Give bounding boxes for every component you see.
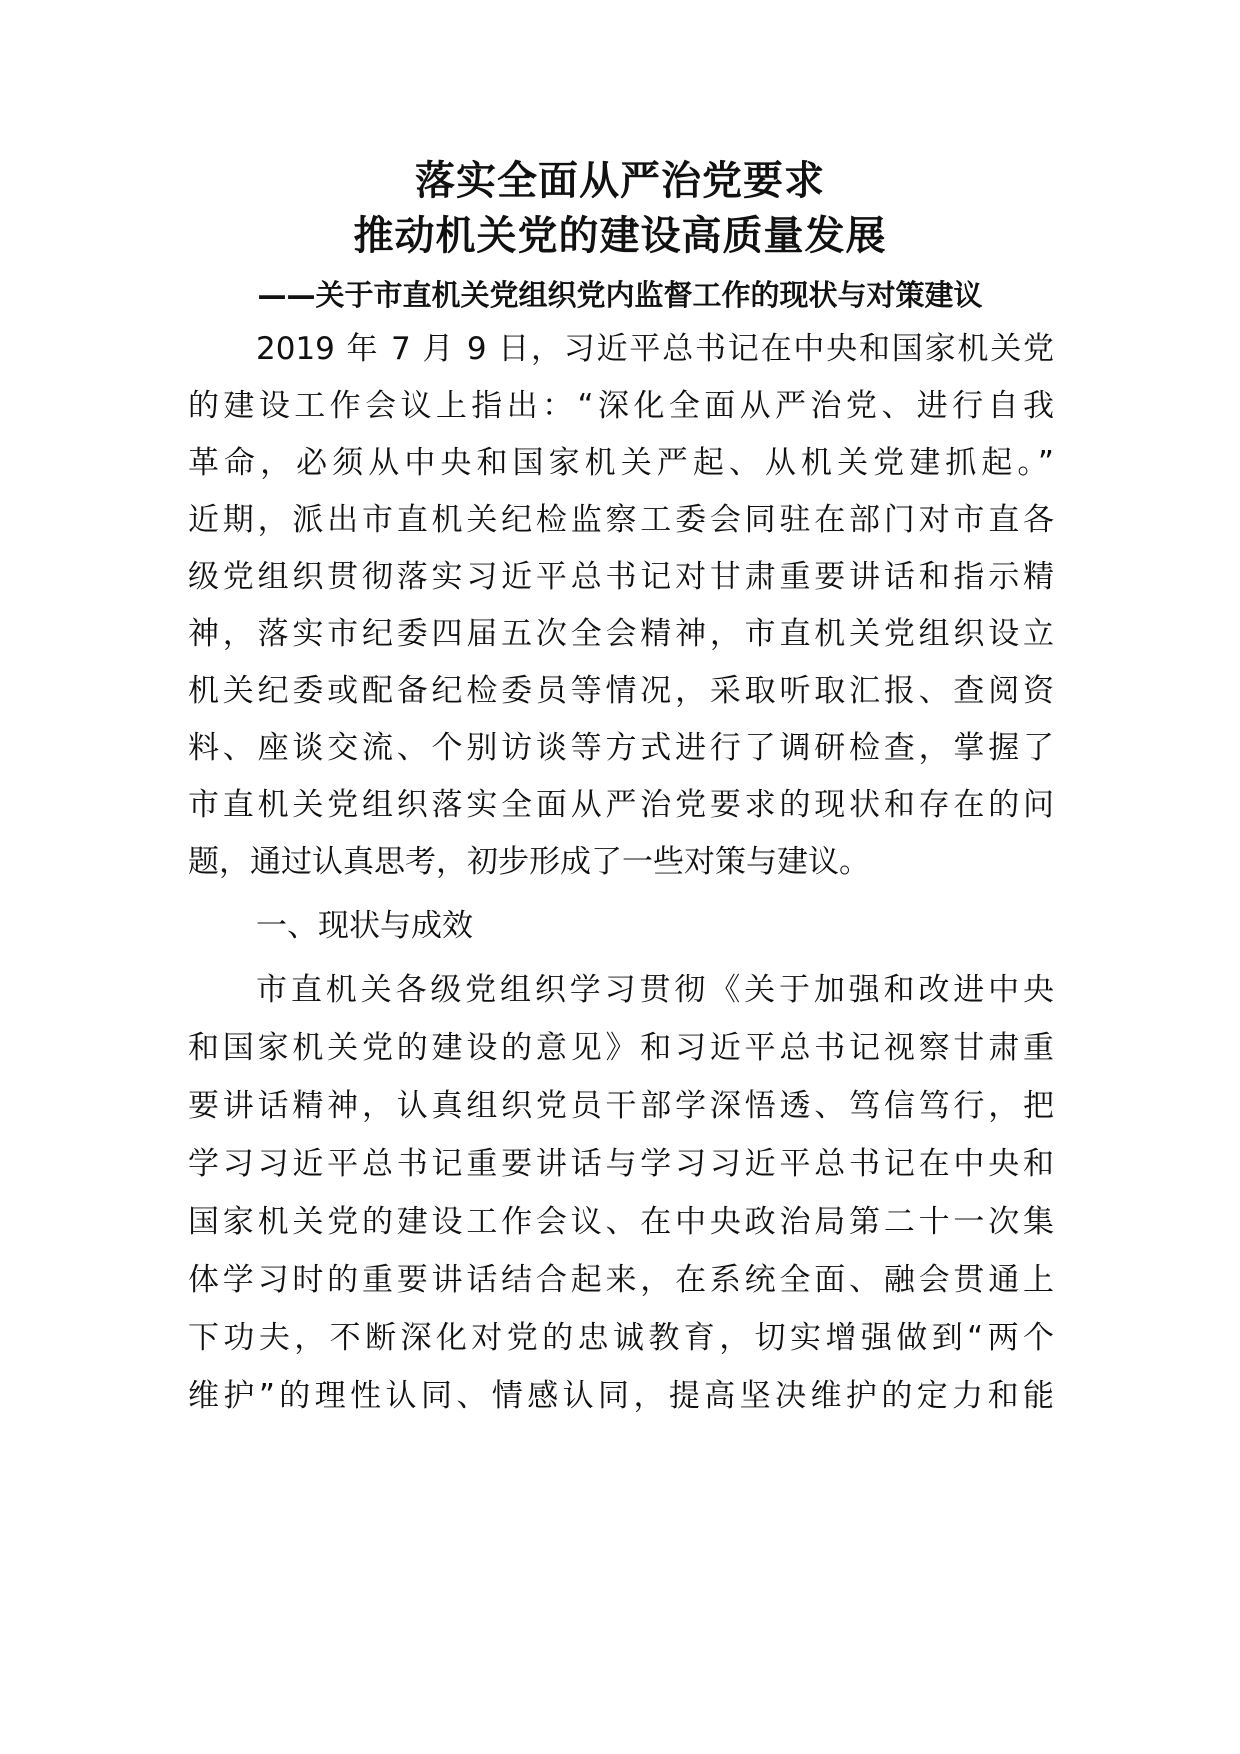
paragraph-line: 的建设工作会议上指出：“深化全面从严治党、进行自我 <box>188 388 1054 424</box>
paragraph-line: 级党组织贯彻落实习近平总书记对甘肃重要讲话和指示精 <box>188 559 1054 595</box>
document-subtitle: ——关于市直机关党组织党内监督工作的现状与对策建议 <box>257 278 983 312</box>
paragraph-line: 市直机关党组织落实全面从严治党要求的现状和存在的问 <box>188 787 1054 823</box>
paragraph-line: 学习习近平总书记重要讲话与学习习近平总书记在中央和 <box>188 1146 1054 1182</box>
paragraph-line: 维护”的理性认同、情感认同，提高坚决维护的定力和能 <box>188 1378 1054 1414</box>
section-heading: 一、现状与成效 <box>256 908 473 944</box>
paragraph-line: 下功夫，不断深化对党的忠诚教育，切实增强做到“两个 <box>188 1320 1054 1356</box>
paragraph-line: 神，落实市纪委四届五次全会精神，市直机关党组织设立 <box>188 616 1054 652</box>
document-title-line-1: 落实全面从严治党要求 <box>415 158 825 204</box>
paragraph-line: 题，通过认真思考，初步形成了一些对策与建议。 <box>188 844 870 880</box>
paragraph-line: 国家机关党的建设工作会议、在中央政治局第二十一次集 <box>188 1204 1054 1240</box>
paragraph-line: 革命，必须从中央和国家机关严起、从机关党建抓起。” <box>188 445 1054 481</box>
paragraph-line: 要讲话精神，认真组织党员干部学深悟透、笃信笃行，把 <box>188 1088 1054 1124</box>
paragraph-line: 机关纪委或配备纪检委员等情况，采取听取汇报、查阅资 <box>188 673 1054 709</box>
paragraph-line: 市直机关各级党组织学习贯彻《关于加强和改进中央 <box>256 972 1054 1008</box>
document-title-line-2: 推动机关党的建设高质量发展 <box>353 213 887 259</box>
paragraph-line: 2019 年 7 月 9 日，习近平总书记在中央和国家机关党 <box>256 331 1054 367</box>
paragraph-line: 料、座谈交流、个别访谈等方式进行了调研检查，掌握了 <box>188 730 1054 766</box>
paragraph-line: 近期，派出市直机关纪检监察工委会同驻在部门对市直各 <box>188 502 1054 538</box>
paragraph-line: 和国家机关党的建设的意见》和习近平总书记视察甘肃重 <box>188 1030 1054 1066</box>
paragraph-line: 体学习时的重要讲话结合起来，在系统全面、融会贯通上 <box>188 1262 1054 1298</box>
